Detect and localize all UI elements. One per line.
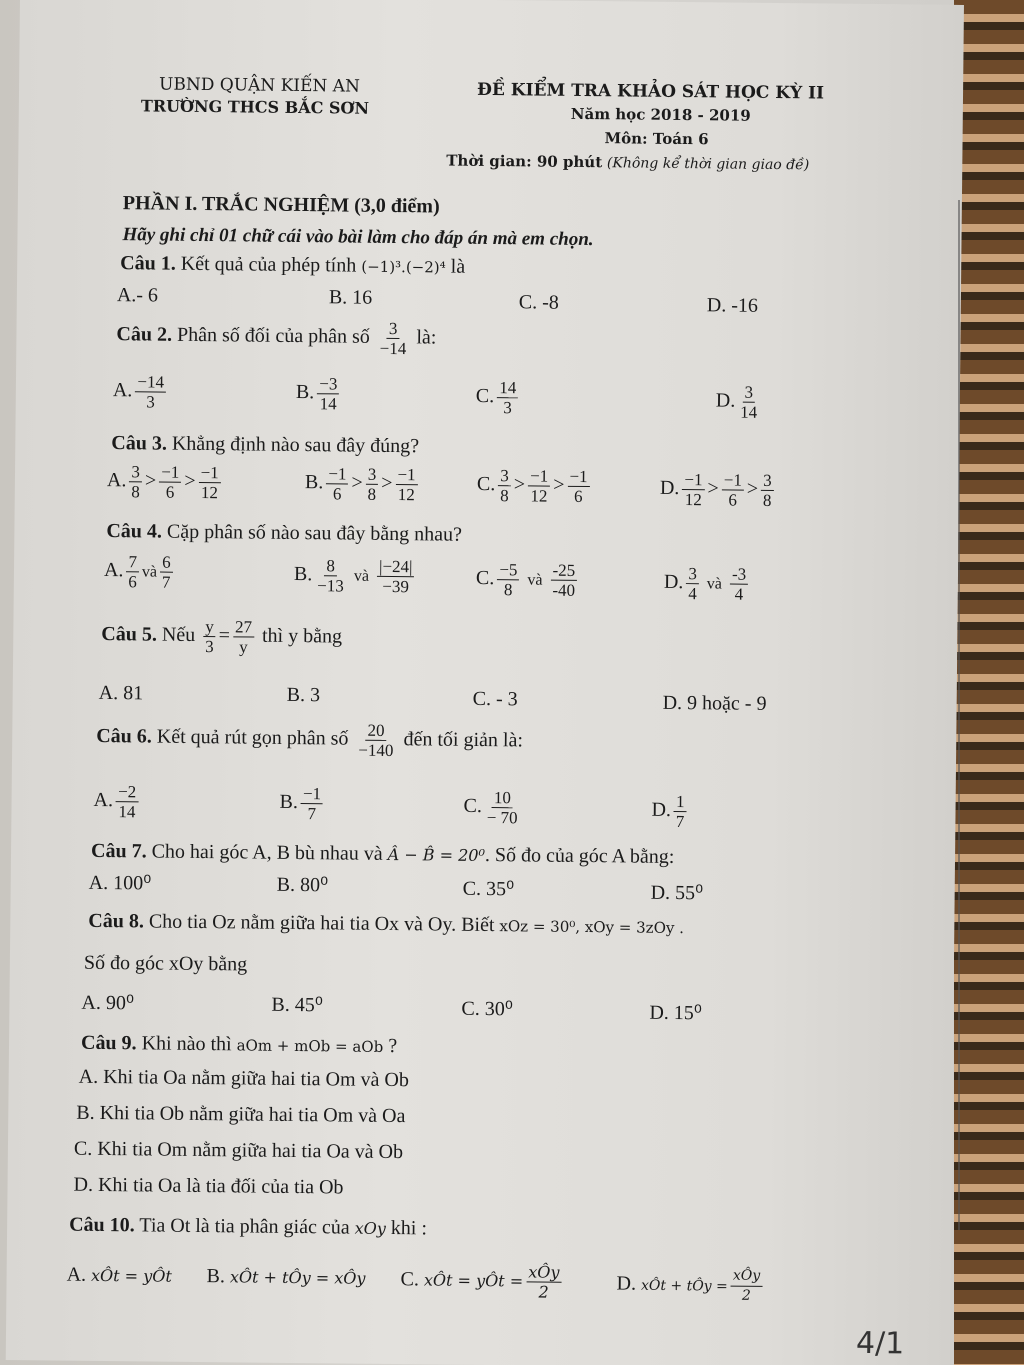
question-3: Câu 3. Khẳng định nào sau đây đúng? <box>111 432 420 458</box>
question-1: Câu 1. Kết quả của phép tính (−1)³.(−2)⁴ là <box>120 252 466 278</box>
q9-option-a: A. Khi tia Oa nằm giữa hai tia Om và Ob <box>78 1065 410 1092</box>
q6-option-b: B. $\frac{-1}{7}$ <box>279 784 322 824</box>
q10-option-a: A. xÔt = yÔt <box>66 1263 172 1286</box>
section-title: PHẦN I. TRẮC NGHIỆM (3,0 điểm) <box>122 192 440 218</box>
q4-option-d: D. $\frac{3}{4}$ và $\frac{-3}{4}$ <box>663 564 747 604</box>
q2-option-c: C. $\frac{14}{3}$ <box>475 378 517 418</box>
question-8-line2: Số đo góc xOy bằng <box>83 951 248 976</box>
q8-option-d: D. 15⁰ <box>649 1001 702 1025</box>
question-8: Câu 8. Cho tia Oz nằm giữa hai tia Ox và Oy. Biết xOz = 30⁰, xOy = 3zOy . <box>88 909 685 938</box>
section-instruction: Hãy ghi chỉ 01 chữ cái vào bài làm cho đáp án mà em chọn. <box>122 224 594 251</box>
q10-option-c: C. xÔt = yÔt = $\frac{\text{xÔy}}{2}$ <box>400 1262 560 1302</box>
question-5: Câu 5. Nếu $\frac{y}{3}$ = $\frac{27}{y}$ thì y bằng <box>101 617 343 657</box>
wooden-shutter-background <box>954 0 1024 1365</box>
question-2: Câu 2. Phân số đối của phân số $\frac{3}{-14}$ là: <box>116 318 437 359</box>
q8-option-c: C. 30⁰ <box>461 997 513 1021</box>
math-expression: aOm + mOb = aOb <box>236 1036 384 1056</box>
exam-time-note: (Không kể thời gian giao đề) <box>606 155 810 174</box>
q1-option-a: A.- 6 <box>116 284 159 307</box>
question-label: Câu 2. <box>116 323 173 346</box>
question-7: Câu 7. Cho hai góc A, B bù nhau và Â − B̂ = 20⁰. Số đo của góc A bằng: <box>90 839 675 868</box>
q9-option-c: C. Khi tia Om nằm giữa hai tia Oa và Ob <box>73 1137 404 1164</box>
district-name: UBND QUẬN KIẾN AN <box>158 74 361 97</box>
question-label: Câu 10. <box>69 1213 135 1237</box>
exam-paper <box>6 0 964 1365</box>
q1-option-d: D. -16 <box>706 294 759 317</box>
q3-option-a: A. $\frac{3}{8}$ > $\frac{-1}{6}$ > $\frac{-1}{12}$ <box>106 462 219 503</box>
q4-option-b: B. $\frac{8}{-13}$ và $\frac{|-24|}{-39}$ <box>293 556 413 597</box>
question-label: Câu 6. <box>96 724 152 748</box>
handwritten-page-note: 4/1 <box>855 1325 905 1362</box>
q5-option-c: C. - 3 <box>472 687 518 711</box>
math-expression: (−1)³.(−2)⁴ <box>361 257 446 277</box>
math-expression: xOy <box>354 1218 386 1238</box>
math-expression: xOz = 30⁰, xOy = 3zOy . <box>499 917 685 938</box>
margin-line <box>958 200 960 1230</box>
q5-option-b: B. 3 <box>286 683 321 707</box>
q3-option-b: B. $\frac{-1}{6}$ > $\frac{3}{8}$ > $\frac{-1}{12}$ <box>304 464 416 505</box>
q9-option-b: B. Khi tia Ob nằm giữa hai tia Om và Oa <box>76 1101 406 1128</box>
math-expression: Â − B̂ = 20⁰ <box>387 844 486 865</box>
q10-option-b: B. xÔt + tÔy = xÔy <box>206 1265 366 1288</box>
subject: Môn: Toán 6 <box>604 129 709 149</box>
q2-option-a: A. $\frac{-14}{3}$ <box>112 372 165 412</box>
q6-option-d: D. $\frac{1}{7}$ <box>651 791 685 832</box>
question-6: Câu 6. Kết quả rút gọn phân số $\frac{20}{-140}$ đến tối giản là: <box>96 720 524 761</box>
q4-option-a: A. $\frac{7}{6}$ và $\frac{6}{7}$ <box>103 552 171 592</box>
q8-option-a: A. 90⁰ <box>81 991 135 1015</box>
school-name: TRƯỜNG THCS BẮC SƠN <box>140 96 370 118</box>
q6-option-a: A. $\frac{-2}{14}$ <box>93 782 137 822</box>
q6-option-c: C. $\frac{10}{- 70}$ <box>463 788 518 828</box>
q1-option-c: C. -8 <box>518 291 559 314</box>
question-9: Câu 9. Khi nào thì aOm + mOb = aOb ? <box>80 1031 398 1058</box>
q9-option-d: D. Khi tia Oa là tia đối của tia Ob <box>73 1173 344 1199</box>
q2-option-d: D. $\frac{3}{14}$ <box>715 382 758 422</box>
q3-option-d: D. $\frac{-1}{12}$ > $\frac{-1}{6}$ > $\frac{3}{8}$ <box>659 470 772 510</box>
school-year: Năm học 2018 - 2019 <box>570 104 751 125</box>
q5-option-d: D. 9 hoặc - 9 <box>662 691 767 715</box>
question-label: Câu 3. <box>111 432 168 455</box>
exam-time: Thời gian: 90 phút <box>446 151 603 172</box>
question-10: Câu 10. Tia Ot là tia phân giác của xOy khi : <box>69 1213 428 1240</box>
q4-option-c: C. $\frac{-5}{8}$ và $\frac{-25}{-40}$ <box>475 560 576 600</box>
q8-option-b: B. 45⁰ <box>271 993 323 1017</box>
q7-option-a: A. 100⁰ <box>88 871 152 895</box>
q3-option-c: C. $\frac{3}{8}$ > $\frac{-1}{12}$ > $\frac{-1}{6}$ <box>476 466 588 506</box>
q7-option-c: C. 35⁰ <box>462 877 515 901</box>
q1-option-b: B. 16 <box>328 286 373 309</box>
question-4: Câu 4. Cặp phân số nào sau đây bằng nhau? <box>106 519 463 546</box>
question-label: Câu 7. <box>90 839 147 863</box>
q10-option-d: D. xÔt + tÔy = $\frac{\text{xÔy}}{2}$ <box>616 1265 765 1306</box>
q7-option-b: B. 80⁰ <box>276 873 329 897</box>
question-label: Câu 9. <box>80 1031 137 1055</box>
exam-title: ĐỀ KIỂM TRA KHẢO SÁT HỌC KỲ II <box>476 79 825 104</box>
q7-option-d: D. 55⁰ <box>650 881 704 905</box>
question-label: Câu 4. <box>106 519 163 543</box>
question-label: Câu 8. <box>88 909 145 933</box>
q5-option-a: A. 81 <box>98 681 144 705</box>
q2-option-b: B. $\frac{-3}{14}$ <box>295 374 338 414</box>
question-label: Câu 5. <box>101 623 158 646</box>
question-label: Câu 1. <box>120 252 176 275</box>
